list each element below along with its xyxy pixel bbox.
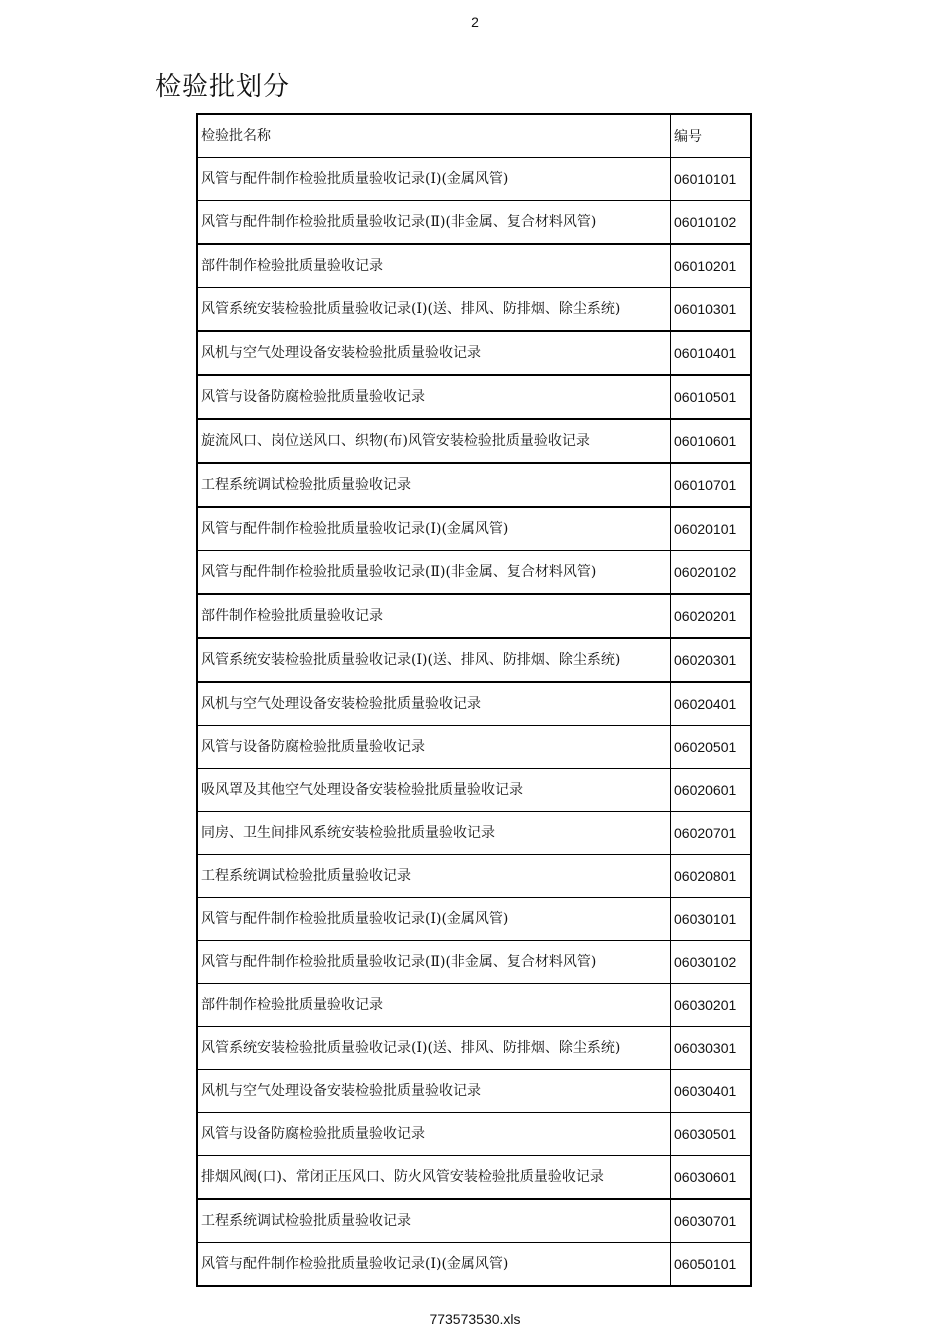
batch-name-cell: 风管与配件制作检验批质量验收记录(Ⅱ)(非金属、复合材料风管) [197, 201, 671, 245]
batch-code-cell: 06030102 [671, 941, 752, 984]
batch-code-cell: 06010301 [671, 288, 752, 332]
page-number: 2 [471, 14, 479, 30]
batch-name-cell: 吸风罩及其他空气处理设备安装检验批质量验收记录 [197, 769, 671, 812]
batch-name-cell: 工程系统调试检验批质量验收记录 [197, 855, 671, 898]
table-header-row [197, 114, 751, 158]
table-row [197, 682, 751, 726]
batch-name-cell: 风管与配件制作检验批质量验收记录(Ⅰ)(金属风管) [197, 898, 671, 941]
inspection-batch-table [196, 113, 752, 1287]
batch-name-cell: 旋流风口、岗位送风口、织物(布)风管安装检验批质量验收记录 [197, 419, 671, 463]
batch-code-cell: 06030301 [671, 1027, 752, 1070]
table-row [197, 898, 751, 941]
batch-code-cell: 06020401 [671, 682, 752, 726]
table-row [197, 201, 751, 245]
batch-code-cell: 06030701 [671, 1199, 752, 1243]
batch-code-cell: 06020301 [671, 638, 752, 682]
batch-name-cell: 部件制作检验批质量验收记录 [197, 984, 671, 1027]
batch-code-cell: 06030601 [671, 1156, 752, 1200]
batch-name-cell: 部件制作检验批质量验收记录 [197, 594, 671, 638]
batch-name-cell: 风管与配件制作检验批质量验收记录(Ⅱ)(非金属、复合材料风管) [197, 941, 671, 984]
header-code-cell: 编号 [671, 114, 752, 158]
batch-name-cell: 部件制作检验批质量验收记录 [197, 244, 671, 288]
batch-code-cell: 06030501 [671, 1113, 752, 1156]
table-body [197, 114, 751, 1286]
table-row [197, 1113, 751, 1156]
batch-name-cell: 风机与空气处理设备安装检验批质量验收记录 [197, 1070, 671, 1113]
batch-code-cell: 06020501 [671, 726, 752, 769]
batch-name-cell: 风管与配件制作检验批质量验收记录(Ⅰ)(金属风管) [197, 507, 671, 551]
table-row [197, 419, 751, 463]
table-row [197, 984, 751, 1027]
batch-name-cell: 风管与配件制作检验批质量验收记录(Ⅰ)(金属风管) [197, 1243, 671, 1287]
batch-name-cell: 排烟风阀(口)、常闭正压风口、防火风管安装检验批质量验收记录 [197, 1156, 671, 1200]
table-row [197, 375, 751, 419]
page-title: 检验批划分 [155, 72, 291, 102]
batch-code-cell: 06010701 [671, 463, 752, 507]
table-row [197, 855, 751, 898]
table-row [197, 331, 751, 375]
batch-name-cell: 风管与配件制作检验批质量验收记录(Ⅰ)(金属风管) [197, 158, 671, 201]
table-row [197, 726, 751, 769]
batch-code-cell: 06020801 [671, 855, 752, 898]
batch-code-cell: 06010201 [671, 244, 752, 288]
batch-code-cell: 06010101 [671, 158, 752, 201]
table-row [197, 594, 751, 638]
batch-name-cell: 风管系统安装检验批质量验收记录(Ⅰ)(送、排风、防排烟、除尘系统) [197, 1027, 671, 1070]
batch-code-cell: 06010401 [671, 331, 752, 375]
batch-code-cell: 06030401 [671, 1070, 752, 1113]
batch-code-cell: 06020102 [671, 551, 752, 595]
batch-name-cell: 风管系统安装检验批质量验收记录(Ⅰ)(送、排风、防排烟、除尘系统) [197, 288, 671, 332]
table-row [197, 812, 751, 855]
batch-name-cell: 风管与设备防腐检验批质量验收记录 [197, 726, 671, 769]
batch-code-cell: 06030101 [671, 898, 752, 941]
batch-code-cell: 06020701 [671, 812, 752, 855]
batch-name-cell: 风管与设备防腐检验批质量验收记录 [197, 1113, 671, 1156]
header-name-cell: 检验批名称 [197, 114, 671, 158]
table-row [197, 507, 751, 551]
table-row [197, 941, 751, 984]
batch-name-cell: 风管与配件制作检验批质量验收记录(Ⅱ)(非金属、复合材料风管) [197, 551, 671, 595]
table-row [197, 1027, 751, 1070]
batch-name-cell: 风机与空气处理设备安装检验批质量验收记录 [197, 682, 671, 726]
footer-filename: 773573530.xls [429, 1311, 521, 1327]
table-row [197, 638, 751, 682]
batch-code-cell: 06020201 [671, 594, 752, 638]
table-row [197, 463, 751, 507]
table-row [197, 551, 751, 595]
table-row [197, 1243, 751, 1287]
batch-name-cell: 同房、卫生间排风系统安装检验批质量验收记录 [197, 812, 671, 855]
batch-code-cell: 06010102 [671, 201, 752, 245]
table-row [197, 288, 751, 332]
table-row [197, 1199, 751, 1243]
batch-name-cell: 工程系统调试检验批质量验收记录 [197, 463, 671, 507]
table-row [197, 1156, 751, 1200]
batch-name-cell: 风管系统安装检验批质量验收记录(Ⅰ)(送、排风、防排烟、除尘系统) [197, 638, 671, 682]
batch-name-cell: 工程系统调试检验批质量验收记录 [197, 1199, 671, 1243]
table-row [197, 769, 751, 812]
batch-code-cell: 06020101 [671, 507, 752, 551]
batch-code-cell: 06050101 [671, 1243, 752, 1287]
table-row [197, 158, 751, 201]
batch-code-cell: 06030201 [671, 984, 752, 1027]
table-row [197, 244, 751, 288]
table-row [197, 1070, 751, 1113]
batch-name-cell: 风机与空气处理设备安装检验批质量验收记录 [197, 331, 671, 375]
batch-code-cell: 06020601 [671, 769, 752, 812]
batch-code-cell: 06010601 [671, 419, 752, 463]
batch-name-cell: 风管与设备防腐检验批质量验收记录 [197, 375, 671, 419]
batch-code-cell: 06010501 [671, 375, 752, 419]
